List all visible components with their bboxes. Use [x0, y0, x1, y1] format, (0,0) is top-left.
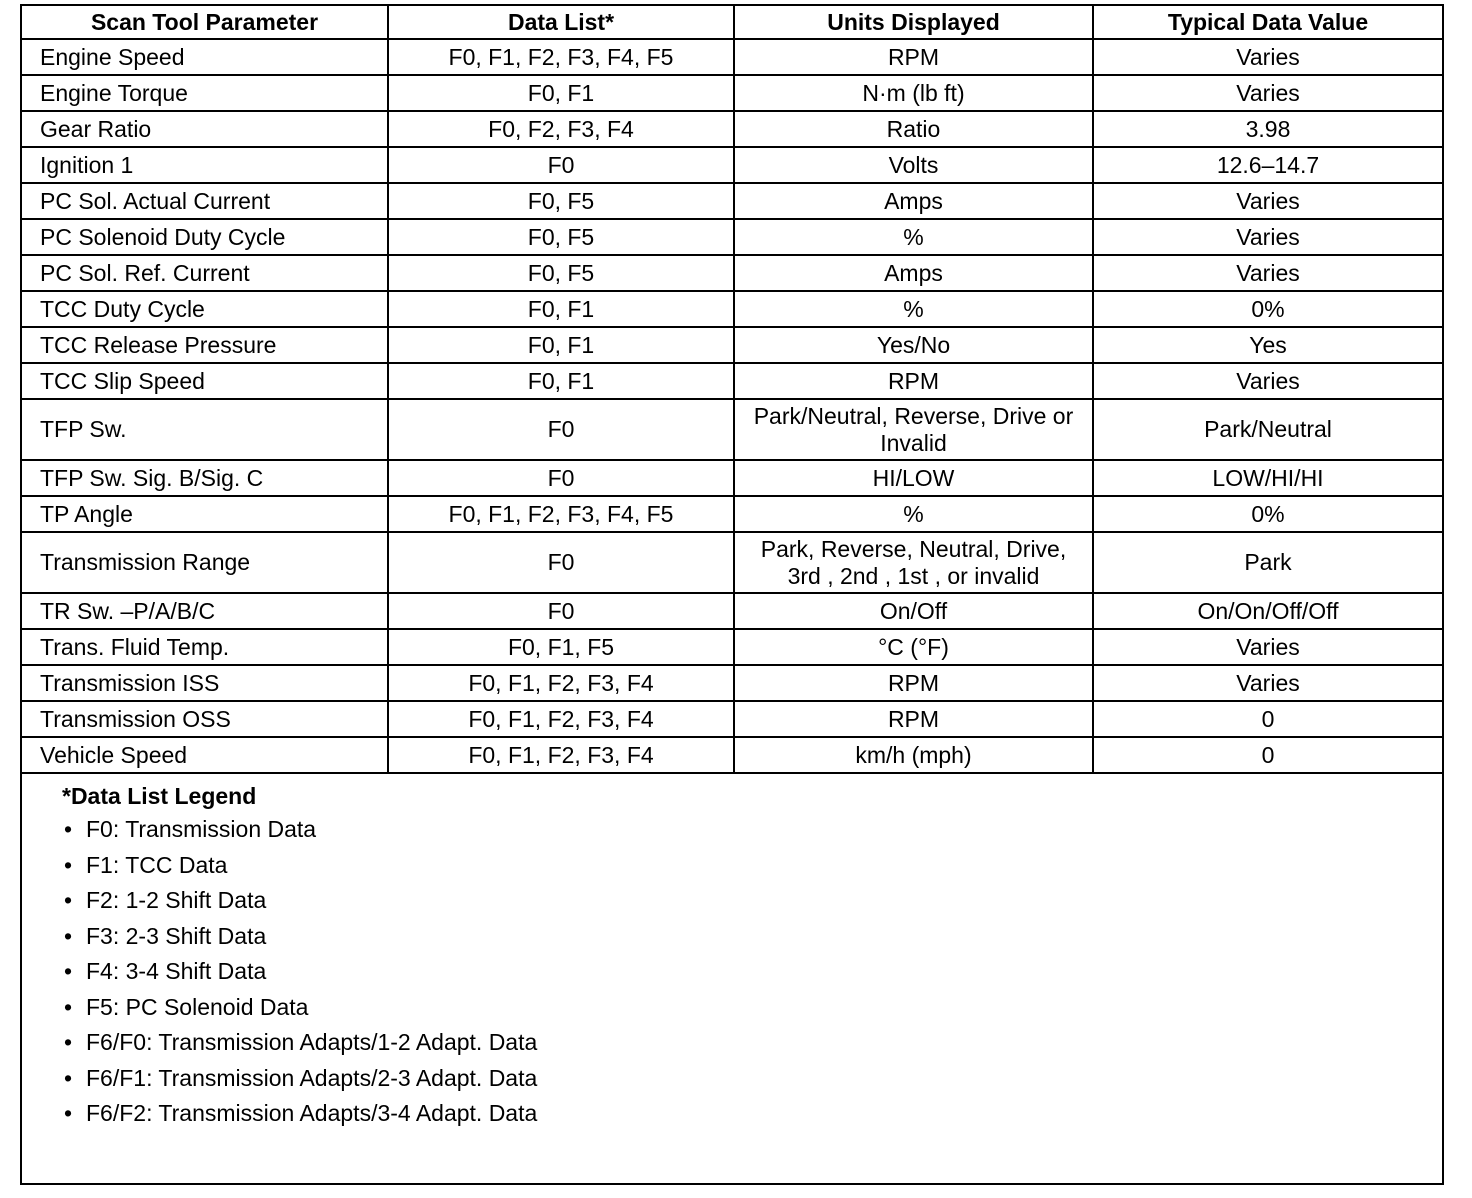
cell-typical-value: Varies	[1093, 629, 1442, 665]
bullet-icon: •	[64, 1064, 73, 1091]
cell-units: km/h (mph)	[734, 737, 1093, 773]
legend-list	[62, 812, 1442, 1132]
cell-data-list: F0	[388, 460, 734, 496]
cell-parameter: PC Sol. Ref. Current	[22, 255, 388, 291]
table-row	[22, 399, 1442, 460]
cell-parameter: Transmission Range	[22, 532, 388, 593]
legend-item-text: F0: Transmission Data	[86, 816, 317, 842]
cell-units: RPM	[734, 363, 1093, 399]
cell-parameter: PC Solenoid Duty Cycle	[22, 219, 388, 255]
cell-data-list: F0, F1	[388, 327, 734, 363]
cell-units: °C (°F)	[734, 629, 1093, 665]
table-row	[22, 327, 1442, 363]
table-row	[22, 737, 1442, 773]
table-row	[22, 496, 1442, 532]
cell-typical-value: 0	[1093, 737, 1442, 773]
bullet-icon: •	[64, 851, 73, 878]
legend-item	[64, 1025, 1442, 1061]
cell-parameter: TFP Sw.	[22, 399, 388, 460]
cell-typical-value: Varies	[1093, 39, 1442, 75]
cell-typical-value: 0%	[1093, 291, 1442, 327]
table-row	[22, 183, 1442, 219]
cell-data-list: F0, F1, F2, F3, F4	[388, 665, 734, 701]
header-scan-tool-parameter: Scan Tool Parameter	[22, 6, 388, 39]
cell-parameter: Vehicle Speed	[22, 737, 388, 773]
table-row	[22, 665, 1442, 701]
cell-units: %	[734, 219, 1093, 255]
legend-item	[64, 883, 1442, 919]
cell-units: %	[734, 291, 1093, 327]
table-row	[22, 593, 1442, 629]
cell-units: Amps	[734, 183, 1093, 219]
cell-parameter: Transmission ISS	[22, 665, 388, 701]
cell-data-list: F0, F1, F2, F3, F4, F5	[388, 496, 734, 532]
cell-parameter: PC Sol. Actual Current	[22, 183, 388, 219]
cell-typical-value: 0%	[1093, 496, 1442, 532]
cell-typical-value: Varies	[1093, 75, 1442, 111]
cell-data-list: F0, F1, F5	[388, 629, 734, 665]
bullet-icon: •	[64, 993, 73, 1020]
cell-data-list: F0, F1	[388, 363, 734, 399]
legend-item	[64, 954, 1442, 990]
cell-parameter: Ignition 1	[22, 147, 388, 183]
cell-units: RPM	[734, 665, 1093, 701]
legend-item	[64, 990, 1442, 1026]
cell-units: Park/Neutral, Reverse, Drive or Invalid	[734, 399, 1093, 460]
table-row	[22, 219, 1442, 255]
cell-units: Ratio	[734, 111, 1093, 147]
bullet-icon: •	[64, 958, 73, 984]
cell-data-list: F0, F2, F3, F4	[388, 111, 734, 147]
cell-parameter: TFP Sw. Sig. B/Sig. C	[22, 460, 388, 496]
scan-tool-data-table	[22, 6, 1442, 774]
table-row	[22, 111, 1442, 147]
legend-item-text: F6/F0: Transmission Adapts/1-2 Adapt. Data	[86, 1029, 538, 1055]
cell-typical-value: Park	[1093, 532, 1442, 593]
bullet-icon: •	[64, 1029, 73, 1055]
table-row	[22, 75, 1442, 111]
cell-parameter: TCC Duty Cycle	[22, 291, 388, 327]
cell-units: Amps	[734, 255, 1093, 291]
table-row	[22, 363, 1442, 399]
header-typical-data-value: Typical Data Value	[1093, 6, 1442, 39]
bullet-icon: •	[64, 816, 73, 842]
cell-data-list: F0	[388, 532, 734, 593]
cell-data-list: F0, F1	[388, 75, 734, 111]
cell-data-list: F0, F1, F2, F3, F4	[388, 701, 734, 737]
cell-data-list: F0	[388, 147, 734, 183]
cell-typical-value: 0	[1093, 701, 1442, 737]
legend-item-text: F6/F2: Transmission Adapts/3-4 Adapt. Data	[86, 1100, 538, 1126]
cell-parameter: Gear Ratio	[22, 111, 388, 147]
cell-units: RPM	[734, 39, 1093, 75]
header-data-list: Data List*	[388, 6, 734, 39]
legend-item-text: F1: TCC Data	[86, 851, 228, 878]
legend-item-text: F5: PC Solenoid Data	[86, 993, 309, 1020]
scan-tool-data-document	[20, 4, 1444, 1185]
cell-parameter: TCC Slip Speed	[22, 363, 388, 399]
bullet-icon: •	[64, 887, 73, 913]
cell-typical-value: 12.6–14.7	[1093, 147, 1442, 183]
cell-units: HI/LOW	[734, 460, 1093, 496]
cell-typical-value: Varies	[1093, 183, 1442, 219]
table-row	[22, 701, 1442, 737]
cell-typical-value: 3.98	[1093, 111, 1442, 147]
cell-data-list: F0	[388, 593, 734, 629]
cell-data-list: F0, F1	[388, 291, 734, 327]
legend-item-text: F6/F1: Transmission Adapts/2-3 Adapt. Data	[86, 1064, 538, 1091]
legend-item	[64, 848, 1442, 884]
cell-units: RPM	[734, 701, 1093, 737]
cell-parameter: Engine Speed	[22, 39, 388, 75]
legend-item-text: F4: 3-4 Shift Data	[86, 958, 267, 984]
cell-typical-value: Park/Neutral	[1093, 399, 1442, 460]
cell-parameter: Engine Torque	[22, 75, 388, 111]
legend-item-text: F3: 2-3 Shift Data	[86, 922, 267, 949]
cell-parameter: TP Angle	[22, 496, 388, 532]
legend-item	[64, 919, 1442, 955]
cell-parameter: TR Sw. –P/A/B/C	[22, 593, 388, 629]
cell-typical-value: Varies	[1093, 255, 1442, 291]
legend-item	[64, 1096, 1442, 1132]
cell-units: Yes/No	[734, 327, 1093, 363]
cell-parameter: Transmission OSS	[22, 701, 388, 737]
table-row	[22, 532, 1442, 593]
cell-typical-value: LOW/HI/HI	[1093, 460, 1442, 496]
cell-units: N·m (lb ft)	[734, 75, 1093, 111]
table-row	[22, 39, 1442, 75]
data-list-legend	[22, 774, 1442, 1132]
bullet-icon: •	[64, 922, 73, 949]
cell-parameter: Trans. Fluid Temp.	[22, 629, 388, 665]
cell-units: %	[734, 496, 1093, 532]
cell-units: Volts	[734, 147, 1093, 183]
table-row	[22, 291, 1442, 327]
cell-units: On/Off	[734, 593, 1093, 629]
cell-data-list: F0, F5	[388, 183, 734, 219]
table-row	[22, 147, 1442, 183]
legend-item-text: F2: 1-2 Shift Data	[86, 887, 267, 913]
cell-data-list: F0, F5	[388, 219, 734, 255]
cell-typical-value: Varies	[1093, 219, 1442, 255]
table-row	[22, 629, 1442, 665]
bullet-icon: •	[64, 1100, 73, 1126]
cell-data-list: F0	[388, 399, 734, 460]
cell-parameter: TCC Release Pressure	[22, 327, 388, 363]
cell-data-list: F0, F1, F2, F3, F4	[388, 737, 734, 773]
cell-data-list: F0, F1, F2, F3, F4, F5	[388, 39, 734, 75]
legend-title: *Data List Legend	[62, 783, 257, 809]
cell-typical-value: On/On/Off/Off	[1093, 593, 1442, 629]
table-row	[22, 460, 1442, 496]
header-units-displayed: Units Displayed	[734, 6, 1093, 39]
table-row	[22, 255, 1442, 291]
header-row	[22, 6, 1442, 39]
cell-data-list: F0, F5	[388, 255, 734, 291]
cell-typical-value: Yes	[1093, 327, 1442, 363]
legend-item	[64, 1061, 1442, 1097]
legend-item	[64, 812, 1442, 848]
cell-typical-value: Varies	[1093, 665, 1442, 701]
cell-units: Park, Reverse, Neutral, Drive, 3rd , 2nd , 1st , or invalid	[734, 532, 1093, 593]
cell-typical-value: Varies	[1093, 363, 1442, 399]
